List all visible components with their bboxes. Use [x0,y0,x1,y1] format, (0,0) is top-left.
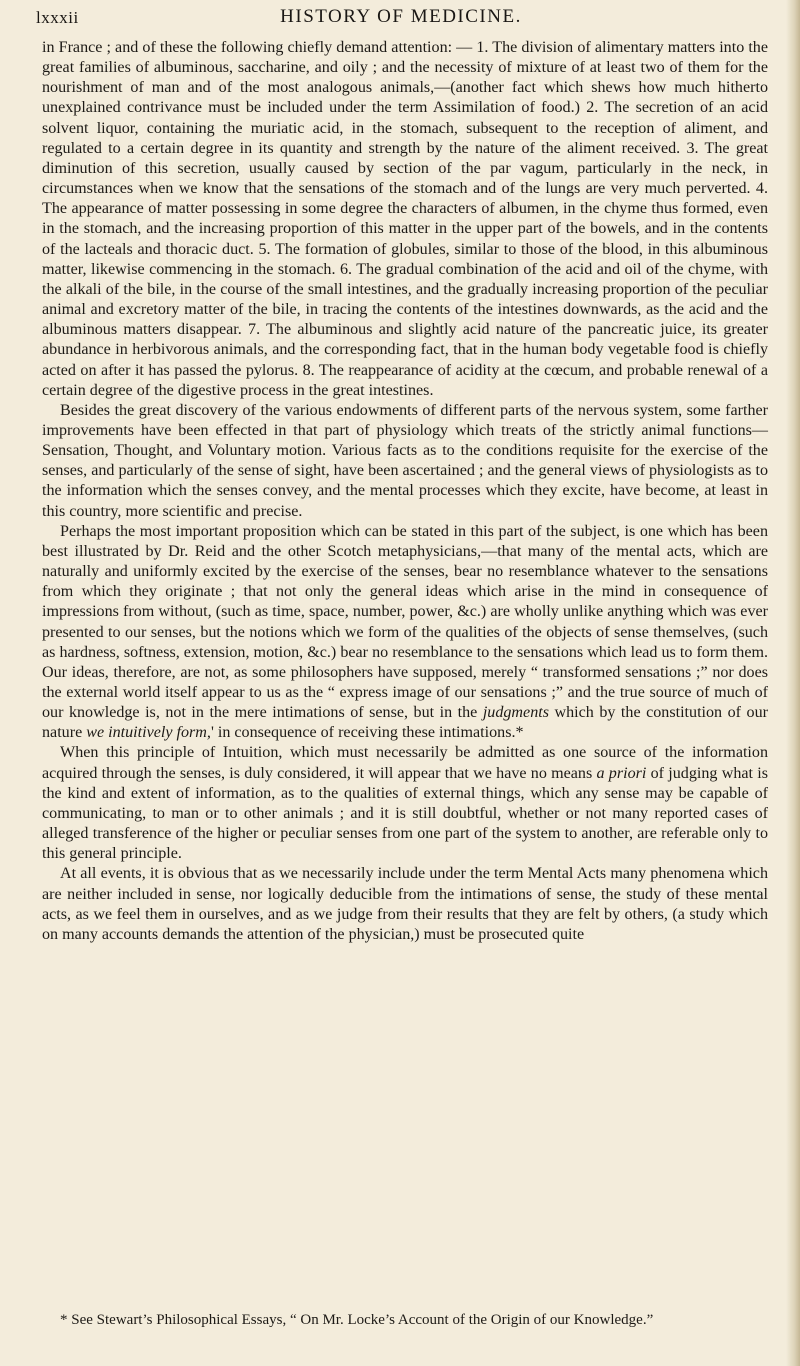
body-text [42,38,768,945]
paragraph [42,864,768,945]
paragraph-text: When this principle of Intuition, which must necessarily be admitted as one source of the information acquired through the senses, is duly considered, it will appear that we have no means [42,744,768,782]
paragraph [42,522,768,744]
italic-text: we intuitively form, [86,724,211,742]
paragraph [42,38,768,401]
footnote: * See Stewart’s Philosophical Essays, “ On Mr. Locke’s Account of the Origin of our Knowledge.” [60,1312,654,1328]
paragraph [42,401,768,522]
paragraph-text: Perhaps the most important proposition which can be stated in this part of the subject, is one which has been best illustrated by Dr. Reid and the other Scotch metaphysicians,—that many of the mental acts, which are naturally and uniformly excited by the exercise of the senses, bear no resemblance whatever to the sensations from which they originate ; that not only the general ideas which arise in the mind in consequence of impressions from without, (such as time, space, number, power, &c.) are wholly unlike anything which was ever presented to our senses, but the notions which we form of the qualities of the objects of sense themselves, (such as hardness, softness, extension, motion, &c.) bear no resemblance to the sensations which lead us to form them. Our ideas, therefore, are not, as some philosophers have supposed, merely “ transformed sensations ;” nor does the external world itself appear to us as the “ express image of our sensations ;” and the true source of much of our knowledge is, not in the mere intimations of sense, but in the [42,522,768,722]
page-edge-shadow [786,0,800,1366]
paragraph-text: Besides the great discovery of the various endowments of different parts of the nervous system, some farther improvements have been effected in that part of physiology which treats of the strictly animal functions—Sensation, Thought, and Voluntary motion. Various facts as to the conditions requisite for the exercise of the senses, and particularly of the sense of sight, have been ascertained ; and the general views of physiologists as to the information which the senses convey, and the mental processes which they excite, have become, at least in this country, more scientific and precise. [42,401,768,520]
italic-text: a priori [596,764,647,782]
paragraph-text: of judging what is the kind and extent of information, as to the qualities of external things, which any sense may be capable of communicating, to man or to other animals ; and it is still doubtful, whether or not many reported cases of alleged transference of the higher or peculiar senses from one part of the system to another, are referable only to this general principle. [42,764,768,863]
paragraph-text: in France ; and of these the following chiefly demand attention: — 1. The division of alimentary matters into the great families of albuminous, saccharine, and oily ; and the necessity of mixture of at least two of them for the nourishment of man and of the most analogous animals,—(another fact which shews how much hitherto unexplained contrivance must be included under the term Assimilation of food.) 2. The secretion of an acid solvent liquor, containing the muriatic acid, in the stomach, subsequent to the reception of aliment, and regulated to a certain degree in its quantity and strength by the nature of the aliment received. 3. The great diminution of this secretion, usually caused by section of the par vagum, particularly in the neck, in circumstances when we know that the sensations of the stomach and of the lungs are very much perverted. 4. The appearance of matter possessing in some degree the characters of albumen, in the chyme thus formed, even in the stomach, and the increasing proportion of this matter in the upper part of the bowels, and in the contents of the lacteals and thoracic duct. 5. The formation of globules, similar to those of the blood, in this albuminous matter, likewise commencing in the stomach. 6. The gradual combination of the acid and oil of the chyme, with the alkali of the bile, in the course of the small intestines, and the gradually increasing proportion of the peculiar animal and excretory matter of the bile, in tracing the contents of the intestines downwards, as the acid and the albuminous matters disappear. 7. The albuminous and slightly acid nature of the pancreatic juice, its greater abundance in herbivorous animals, and the corresponding fact, that in the human body vegetable food is chiefly acted on after it has passed the pylorus. 8. The reappearance of acidity at the cœcum, and probable renewal of a certain degree of the digestive process in the great intestines. [42,39,768,399]
paragraph-text: ' in consequence of receiving these intimations.* [210,724,524,742]
page-number: lxxxii [36,8,79,27]
running-head [36,4,766,34]
paragraph-text: which by the constitution of our nature [42,704,768,742]
italic-text: judgments [482,704,549,722]
paragraph-text: At all events, it is obvious that as we necessarily include under the term Mental Acts many phenomena which are neither included in sense, nor logically deducible from the intimations of sense, the study of these mental acts, as we feel them in ourselves, and as we judge from their results that they are felt by others, (a study which on many accounts demands the attention of the physician,) must be prosecuted quite [42,865,768,943]
paragraph [42,743,768,864]
page-header-title: HISTORY OF MEDICINE. [280,6,522,27]
